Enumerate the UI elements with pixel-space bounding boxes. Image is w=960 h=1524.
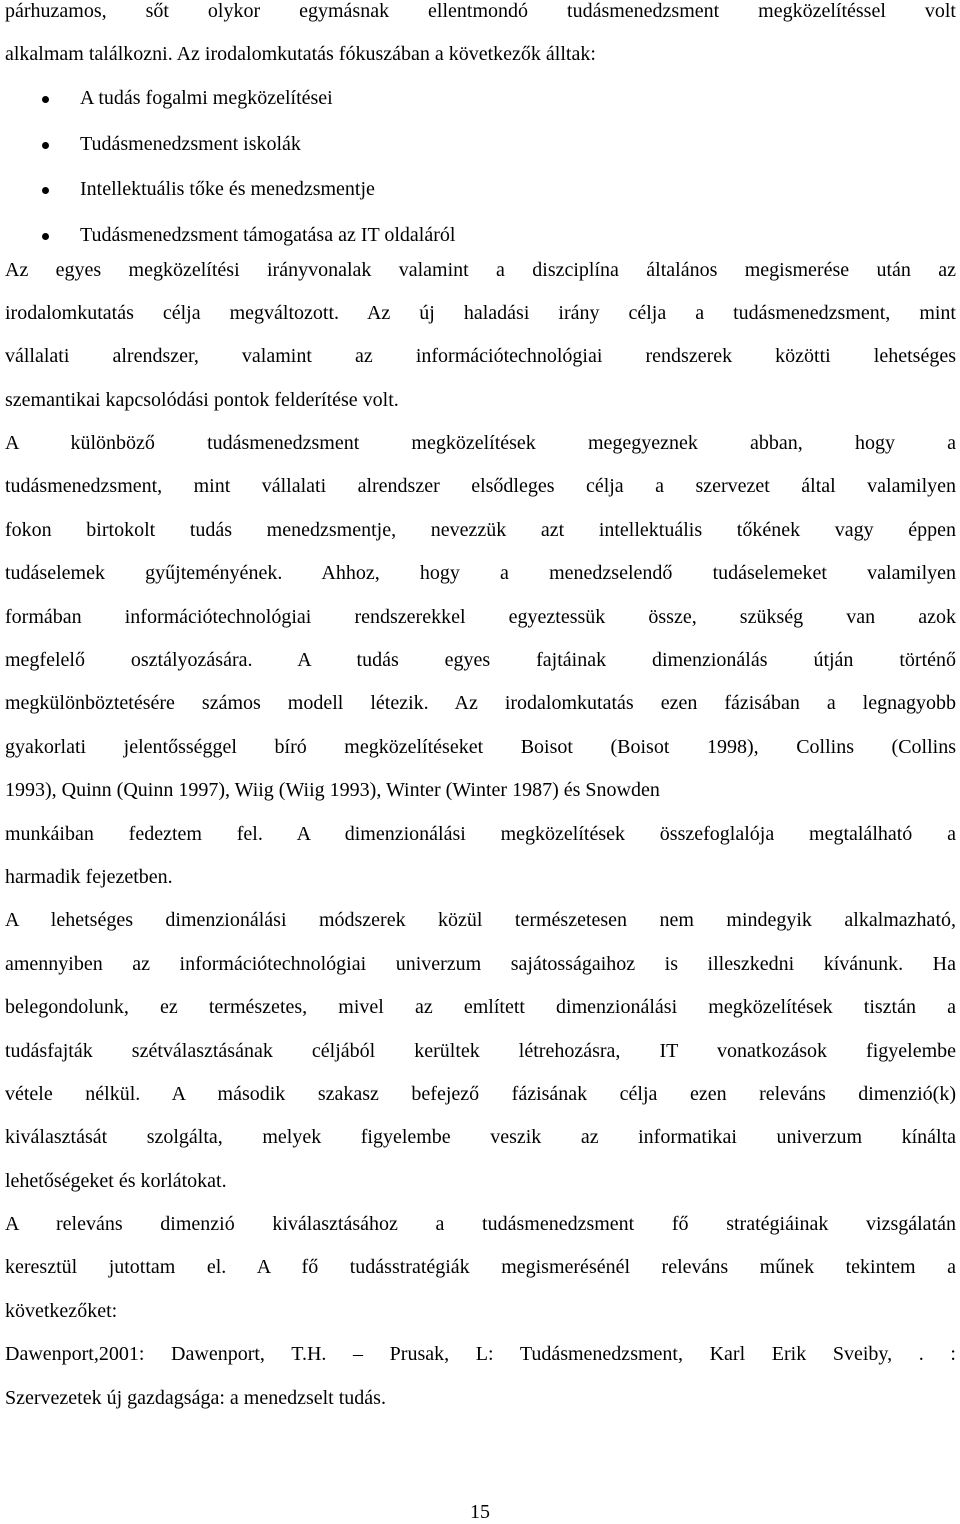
bullet-text: A tudás fogalmi megközelítései: [80, 87, 333, 109]
bullet-text: Tudásmenedzsment támogatása az IT oldaláról: [80, 223, 456, 246]
bullet-item: [5, 87, 956, 133]
paragraph-line: fokon birtokolt tudás menedzsmentje, nevezzük azt intellektuális tőkének vagy éppen: [5, 518, 956, 541]
paragraph-line: A releváns dimenzió kiválasztásához a tudásmenedzsment fő stratégiáinak vizsgálatán: [5, 1213, 956, 1236]
paragraph-line: következőket:: [5, 1299, 118, 1322]
bullet-icon: [42, 142, 49, 149]
paragraph-line: formában információtechnológiai rendszerekkel egyeztessük össze, szükség van azok: [5, 605, 956, 628]
paragraph-line: 1993), Quinn (Quinn 1997), Wiig (Wiig 1993), Winter (Winter 1987) és Snowden: [5, 779, 660, 802]
bullet-item: [5, 133, 956, 179]
paragraph-approach-change: [5, 258, 956, 432]
paragraph-line: vétele nélkül. A második szakasz befejező fázisának célja ezen releváns dimenzió(k): [5, 1082, 956, 1105]
intro-line-1: párhuzamos, sőt olykor egymásnak ellentmondó tudásmenedzsment megközelítéssel volt: [5, 0, 956, 22]
paragraph-knowledge-dimensions: [5, 431, 956, 908]
paragraph-strategies: [5, 1212, 956, 1342]
bullet-icon: [42, 187, 49, 194]
paragraph-line: tudásmenedzsment, mint vállalati alrendszer elsődleges célja a szervezet által valamilyen: [5, 475, 956, 498]
bullet-item: [5, 224, 956, 258]
paragraph-line: tudáselemek gyűjteményének. Ahhoz, hogy a menedzselendő tudáselemeket valamilyen: [5, 562, 956, 585]
paragraph-dimension-methods: [5, 908, 956, 1212]
paragraph-line: kiválasztását szolgálta, melyek figyelembe veszik az informatikai univerzum kínálta: [5, 1126, 956, 1149]
paragraph-line: harmadik fejezetben.: [5, 865, 173, 888]
paragraph-line: amennyiben az információtechnológiai univerzum sajátosságaihoz is illeszkedni kívánunk. Ha: [5, 952, 956, 975]
bullet-text: Tudásmenedzsment iskolák: [80, 132, 301, 155]
paragraph-line: lehetőségeket és korlátokat.: [5, 1169, 227, 1192]
document-page: [5, 0, 956, 1429]
paragraph-line: gyakorlati jelentősséggel bíró megközelítéseket Boisot (Boisot 1998), Collins (Collins: [5, 735, 956, 758]
paragraph-line: munkáiban fedeztem fel. A dimenzionálási megközelítések összefoglalója megtalálható a: [5, 822, 956, 845]
paragraph-line: Dawenport,2001: Dawenport, T.H. – Prusak, L: Tudásmenedzsment, Karl Erik Sveiby, . :: [5, 1343, 956, 1366]
paragraph-line: Szervezetek új gazdagsága: a menedzselt tudás.: [5, 1386, 386, 1409]
intro-line-2: alkalmam találkozni. Az irodalomkutatás fókuszában a következők álltak:: [5, 43, 596, 65]
paragraph-line: megfelelő osztályozására. A tudás egyes fajtáinak dimenzionálás útján történő: [5, 649, 956, 672]
paragraph-line: irodalomkutatás célja megváltozott. Az új haladási irány célja a tudásmenedzsment, mint: [5, 301, 956, 324]
paragraph-line: A lehetséges dimenzionálási módszerek közül természetesen nem mindegyik alkalmazható,: [5, 909, 956, 932]
paragraph-line: A különböző tudásmenedzsment megközelítések megegyeznek abban, hogy a: [5, 432, 956, 455]
paragraph-line: tudásfajták szétválasztásának céljából kerültek létrehozásra, IT vonatkozások figyelembe: [5, 1039, 956, 1062]
bullet-icon: [42, 233, 49, 240]
bullet-item: [5, 178, 956, 224]
paragraph-line: keresztül jutottam el. A fő tudásstratégiák megismerésénél releváns műnek tekintem a: [5, 1256, 956, 1279]
paragraph-line: Az egyes megközelítési irányvonalak valamint a diszciplína általános megismerése után az: [5, 258, 956, 281]
reference-entry: [5, 1342, 956, 1429]
page-number: 15: [470, 1501, 490, 1523]
bullet-icon: [42, 96, 49, 103]
paragraph-line: belegondolunk, ez természetes, mivel az említett dimenzionálási megközelítések tisztán a: [5, 996, 956, 1019]
paragraph-line: megkülönböztetésére számos modell létezik. Az irodalomkutatás ezen fázisában a legnagyobb: [5, 692, 956, 715]
bullet-text: Intellektuális tőke és menedzsmentje: [80, 178, 375, 200]
paragraph-line: szemantikai kapcsolódási pontok felderítése volt.: [5, 388, 399, 411]
paragraph-line: vállalati alrendszer, valamint az információtechnológiai rendszerek közötti lehetséges: [5, 345, 956, 368]
